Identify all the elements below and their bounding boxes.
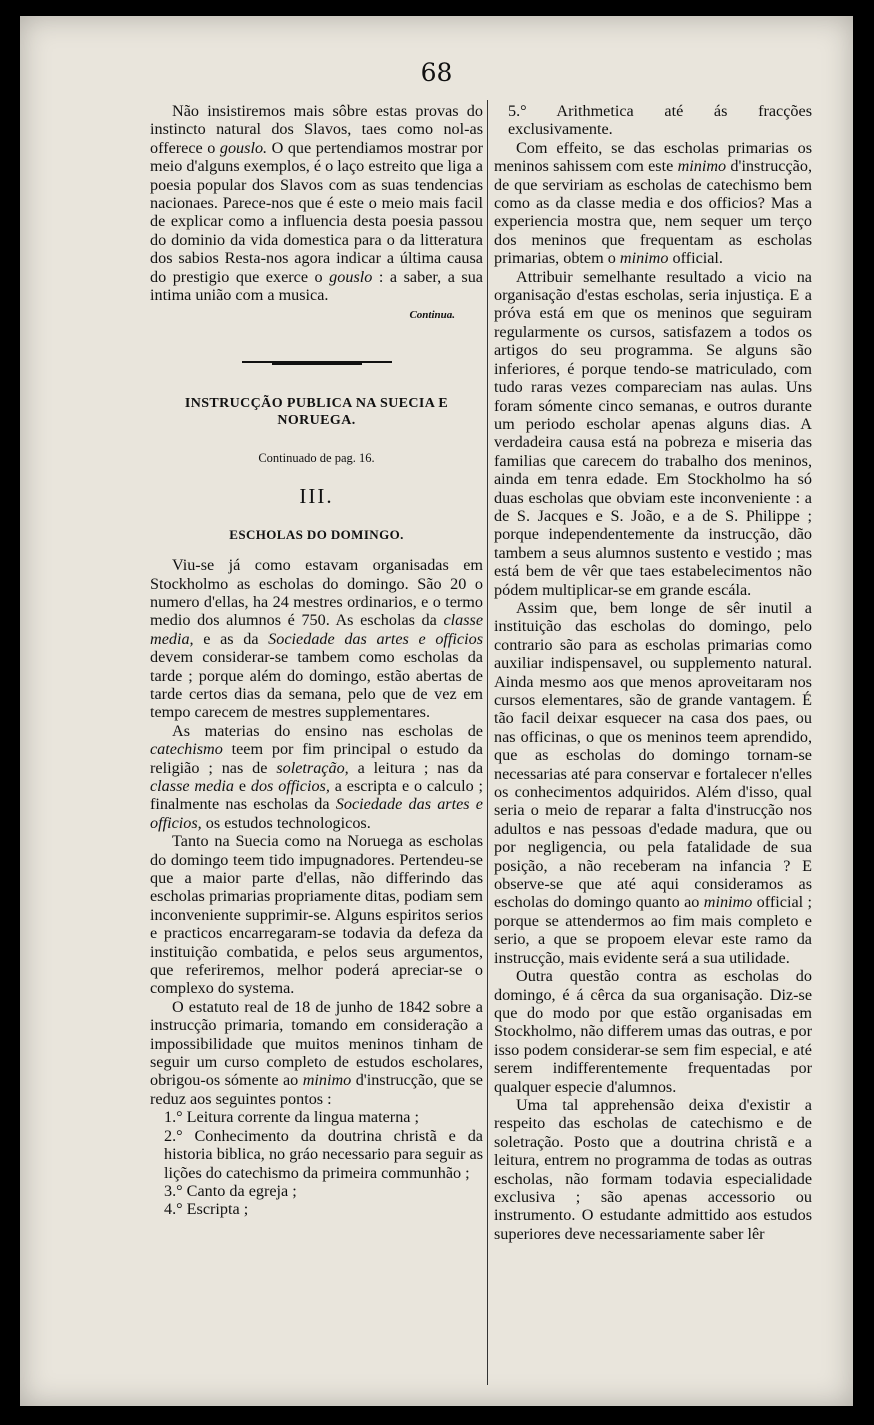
- text-run: Não insistiremos mais sôbre estas provas do instincto natural dos Slavos, taes como nol-as offerece o: [150, 102, 483, 157]
- list-item: 4.° Escripta ;: [164, 1200, 249, 1219]
- italic-text: gouslo.: [219, 138, 268, 157]
- text-run: a escripta e o calculo ; finalmente nas escholas da: [150, 776, 484, 814]
- text-run: As materias do ensino nas escholas de: [172, 721, 483, 740]
- text-run: official.: [668, 249, 723, 268]
- left-column: [150, 102, 483, 1219]
- italic-text: minimo: [677, 157, 727, 176]
- section-number: III.: [299, 484, 334, 509]
- list-item: 3.° Canto da egreja ;: [164, 1181, 297, 1200]
- text-run: official ; porque se attendermos ao fim mais completo e serio, a que se propoem elevar este ramo da instrucção, mais evidente será a sua utilidade.: [494, 893, 812, 967]
- text-run: Assim que, bem longe de sêr inutil a instituição das escholas do domingo, pelo contrario são para as escholas primarias como auxiliar indispensavel, ou supplemento natural. Ainda mesmo aos que menos aproveitaram nos cursos elementares, são de grande vantagem. É tão facil deixar esquecer na casa dos paes, ou nas officinas, o que os meninos teem aprendido, que as escholas do domingo tornam-se necessarias até para conservar e fortalecer n'elles os conhecimentos adquiridos. Além d'isso, qual seria o meio de reparar a falta d'instrucção nos adultos e nas pessoas d'edade madura, que ou por negligencia, ou pela fatalidade de sua posição, a não receberam na infancia ? E observe-se que até aqui consideramos as escholas do domingo quanto ao: [494, 598, 812, 912]
- paragraph: Attribuir semelhante resultado a vicio na organisação d'estas escholas, seria injustiça. E a próva está em que os meninos que seguiram regularmente os cursos, satisfazem a todos os artigos do seu programma. Se alguns são inferiores, é porque tendo-se matriculado, com tudo raras vezes compareciam nas aulas. Uns foram sómente cinco semanas, e outros durante um periodo escholar apenas alguns dias. A verdadeira causa está na pobreza e miseria das familias que carecem do trabalho dos meninos, ainda em tenra edade. Em Stockholmo ha só duas escholas que obviam este inconveniente : a de S. Jacques e S. João, e a de S. Philippe ; porque independentemente da instrucção, dão tambem a seus alumnos sustento e vestido ; mas está bem de vêr que taes estabelecimentos não pódem multiplicar-se em grande escála.: [494, 267, 812, 599]
- italic-text: gouslo: [329, 267, 373, 286]
- section-title: ESCHOLAS DO DOMINGO.: [229, 526, 404, 542]
- italic-text: dos officios,: [250, 776, 330, 795]
- continua-signature: Continua.: [409, 309, 455, 322]
- italic-text: soletração,: [276, 758, 349, 777]
- text-run: e as da: [193, 629, 269, 648]
- newspaper-page: [20, 16, 853, 1406]
- paragraph: Tanto na Suecia como na Noruega as escholas do domingo teem tido impugnadores. Pertendeu-se que a maior parte d'ellas, não differindo das escholas primarias propriamente ditas, podiam sem inconveniente supprimir-se. Alguns espiritos serios e practicos encarregaram-se todavia da defeza da instituição combatida, e pelos seus argumentos, que referiremos, melhor poderá apreciar-se o complexo do systema.: [150, 832, 483, 998]
- column-divider: [487, 100, 488, 1385]
- text-run: Viu-se já como estavam organisadas em Stockholmo as escholas do domingo. São 20 o numero d'ellas, ha 24 mestres ordinarios, e o termo medio dos alumnos é 750. As escholas da: [150, 556, 483, 630]
- list-item: 1.° Leitura corrente da lingua materna ;: [164, 1108, 420, 1127]
- italic-text: Sociedade das artes e officios,: [150, 795, 483, 832]
- text-run: O estatuto real de 18 de junho de 1842 sobre a instrucção primaria, tomando em consideração a impossibilidade que muitos meninos tinham de seguir um curso completo de estudos escholares, obrigou-os sómente ao: [150, 997, 483, 1090]
- page-number: 68: [420, 58, 453, 87]
- italic-text: catechismo: [150, 740, 223, 759]
- text-run: e: [233, 776, 251, 795]
- paragraph: [150, 722, 483, 832]
- article-title: INSTRUCÇÃO PUBLICA NA SUECIA E NORUEGA.: [184, 395, 449, 428]
- text-run: devem considerar-se tambem como escholas da tarde ; porque além do domingo, estão abertas de tarde certos dias da semana, pelo que de vez em tempo carecem de mestres supplementares.: [150, 648, 483, 722]
- intro-paragraph: [150, 102, 483, 304]
- italic-text: Sociedade das artes e officios: [268, 629, 484, 648]
- paragraph: [494, 139, 812, 268]
- text-run: : a saber, a sua intima união com a musica.: [150, 267, 483, 305]
- ornamental-rule: [242, 361, 392, 365]
- paragraph: [150, 556, 483, 722]
- paragraph: [150, 998, 483, 1108]
- italic-text: minimo: [619, 249, 669, 268]
- text-run: teem por fim principal o estudo da religião ; nas de: [150, 740, 483, 777]
- paragraph: [494, 599, 812, 967]
- text-run: a leitura ; nas da: [348, 758, 484, 777]
- right-column: [494, 102, 812, 1243]
- paragraph: Outra questão contra as escholas do domingo, é á cêrca da sua organisação. Diz-se que do modo por que estão organisadas em Stockholmo, não differem umas das outras, e por isso podem considerar-se sem fim especial, e até serem indifferentemente frequentadas por qualquer especie d'alumnos.: [494, 967, 812, 1096]
- italic-text: minimo: [302, 1071, 352, 1090]
- list-item: 5.° Arithmetica até ás fracções exclusivamente.: [508, 102, 812, 139]
- italic-text: classe media: [150, 776, 234, 795]
- italic-text: classe media,: [150, 611, 483, 648]
- text-run: d'instrucção, de que serviriam as escholas de catechismo bem como as da classe media e dos officios? Mas a experiencia mostra que, nem sequer um terço dos meninos que frequentam as escholas primarias, obtem o: [494, 157, 813, 268]
- italic-text: minimo: [703, 893, 753, 912]
- text-run: Com effeito, se das escholas primarias os meninos sahissem com este: [494, 138, 812, 176]
- text-run: O que pertendiamos mostrar por meio d'alguns exemplos, é o laço estreito que liga a poesia popular dos Slavos com as suas tendencias nacionaes. Parece-nos que é este o meio mais facil de explicar como a influencia desta poesia passou do dominio da vida domestica para o da litteratura dos sabios Resta-nos agora indicar a última causa do prestigio que exerce o: [150, 138, 483, 286]
- text-run: d'instrucção, que se reduz aos seguintes pontos :: [150, 1071, 483, 1108]
- paragraph: Uma tal apprehensão deixa d'existir a respeito das escholas de catechismo e de soletração. Posto que a doutrina christã e a leitura, entrem no programma de todas as outras escholas, não formam todavia especialidade exclusiva ; são apenas accessorio ou instrumento. O estudante admittido aos estudos superiores deve necessariamente saber lêr: [494, 1095, 812, 1243]
- text-run: os estudos technologicos.: [201, 813, 371, 832]
- list-item: 2.° Conhecimento da doutrina christã e da historia biblica, no gráo necessario para seguir as lições do catechismo da primeira communhão ;: [164, 1126, 483, 1182]
- continued-note: Continuado de pag. 16.: [258, 450, 375, 465]
